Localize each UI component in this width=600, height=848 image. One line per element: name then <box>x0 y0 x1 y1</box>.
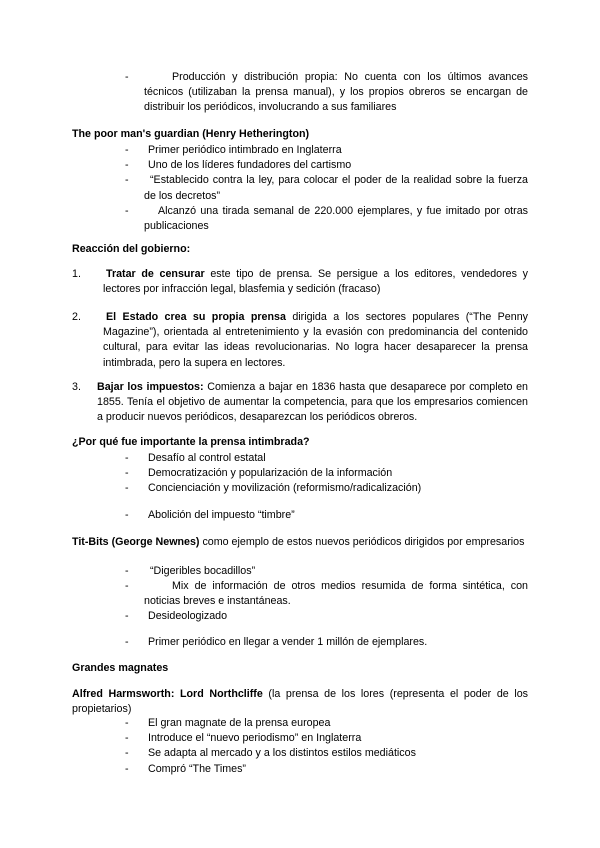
item-number: 1. <box>72 268 81 280</box>
list-item-text: Introduce el “nuevo periodismo” en Inglaterra <box>148 732 362 745</box>
list-item-text: “Digeribles bocadillos” <box>150 565 256 577</box>
list-item-text: Desafío al control estatal <box>148 452 266 464</box>
dash-bullet: - <box>125 610 129 622</box>
list-item <box>0 70 600 116</box>
section-heading-importancia: ¿Por qué fue importante la prensa intimbrada? <box>72 436 310 448</box>
list-item <box>0 579 600 609</box>
list-item <box>0 716 600 731</box>
section-heading-magnates: Grandes magnates <box>72 662 169 674</box>
list-item-text: Uno de los líderes fundadores del cartismo <box>148 159 352 172</box>
dash-bullet: - <box>125 636 129 648</box>
list-item <box>0 481 600 496</box>
list-item-text: Concienciación y movilización (reformismo/radicalización) <box>148 482 422 495</box>
harmsworth-list <box>0 716 600 777</box>
poor-mans-list <box>0 143 600 234</box>
list-item <box>0 635 600 650</box>
item-lead: Bajar los impuestos: <box>97 381 204 393</box>
dash-bullet: - <box>125 762 129 775</box>
item-text: dirigida a los sectores populares (“The Penny Magazine”), orientada al entretenimiento y la evasión con predominancia del contenido cultural, para evitar las ideas revolucionarias. No logra hacer desaparecer la prensa intimbrada, pero la supera en lectores. <box>103 311 528 369</box>
numbered-item-3 <box>72 380 528 426</box>
dash-bullet: - <box>125 580 129 592</box>
dash-bullet: - <box>125 204 129 217</box>
list-item-text: El gran magnate de la prensa europea <box>148 717 331 729</box>
titbits-list-last <box>0 635 600 650</box>
list-item-text: Abolición del impuesto “timbre” <box>148 509 295 521</box>
dash-bullet: - <box>125 452 129 464</box>
item-number: 3. <box>72 381 81 393</box>
titbits-list-deideo <box>0 609 600 624</box>
top-list <box>0 70 600 116</box>
titbits-paragraph <box>72 535 528 550</box>
list-item-text: “Establecido contra la ley, para colocar el poder de la realidad sobre la fuerza de los decretos” <box>144 174 528 202</box>
dash-bullet: - <box>125 509 129 521</box>
list-item <box>0 762 600 777</box>
list-item <box>0 173 600 203</box>
titbits-lead: Tit-Bits (George Newnes) <box>72 536 200 548</box>
section-heading-reaccion: Reacción del gobierno: <box>72 243 191 255</box>
item-body <box>97 380 528 426</box>
dash-bullet: - <box>125 717 129 729</box>
list-item-text: Mix de información de otros medios resumida de forma sintética, con noticias breves e instantáneas. <box>144 580 528 608</box>
section-heading-poor-mans-guardian: The poor man's guardian (Henry Hetherington) <box>72 128 310 140</box>
dash-bullet: - <box>125 71 129 83</box>
harmsworth-text: (la prensa de los lores (representa el poder de los propietarios) <box>72 688 528 716</box>
harmsworth-paragraph <box>72 687 528 717</box>
list-item-text: Alcanzó una tirada semanal de 220.000 ejemplares, y fue imitado por otras publicaciones <box>144 204 528 233</box>
list-item <box>0 609 600 624</box>
dash-bullet: - <box>125 467 129 480</box>
item-number: 2. <box>72 311 81 323</box>
dash-bullet: - <box>125 565 129 577</box>
importancia-list-last <box>0 508 600 523</box>
dash-bullet: - <box>125 732 129 745</box>
list-item <box>0 731 600 746</box>
item-text: este tipo de prensa. Se persigue a los editores, vendedores y lectores por infracción legal, blasfemia y sedición (fracaso) <box>103 268 528 296</box>
item-body <box>103 310 528 371</box>
list-item <box>0 143 600 158</box>
list-item-text: Democratización y popularización de la información <box>148 467 393 480</box>
numbered-item-2 <box>72 310 528 371</box>
item-lead: El Estado crea su propia prensa <box>106 311 286 323</box>
list-item <box>0 451 600 466</box>
harmsworth-lead: Alfred Harmsworth: Lord Northcliffe <box>72 688 263 700</box>
list-item-text: Primer periódico intimbrado en Inglaterra <box>148 144 342 156</box>
numbered-item-1 <box>72 267 528 297</box>
dash-bullet: - <box>125 144 129 156</box>
list-item <box>0 508 600 523</box>
dash-bullet: - <box>125 747 129 760</box>
dash-bullet: - <box>125 159 129 172</box>
item-lead: Tratar de censurar <box>106 268 205 280</box>
titbits-list <box>0 564 600 579</box>
list-item-text: Producción y distribución propia: No cuenta con los últimos avances técnicos (utilizaban la prensa manual), y los propios obreros se encargan de distribuir los periódicos, involucrando a sus familiares <box>144 71 528 114</box>
list-item <box>0 746 600 761</box>
list-item <box>0 564 600 579</box>
dash-bullet: - <box>125 174 129 187</box>
dash-bullet: - <box>125 482 129 495</box>
list-item <box>0 466 600 481</box>
list-item-text: Desideologizado <box>148 610 228 622</box>
item-body <box>103 267 528 297</box>
list-item-text: Primer periódico en llegar a vender 1 millón de ejemplares. <box>148 636 428 648</box>
list-item <box>0 204 600 234</box>
list-item-text: Se adapta al mercado y a los distintos estilos mediáticos <box>148 747 416 760</box>
titbits-text: como ejemplo de estos nuevos periódicos dirigidos por empresarios <box>199 536 525 548</box>
list-item <box>0 158 600 173</box>
item-text: Comienza a bajar en 1836 hasta que desaparece por completo en 1855. Tenía el objetivo de aumentar la competencia, para que los empresarios comiencen a producir nuevos periódicos, desaparezcan los periódicos obreros. <box>97 381 529 424</box>
list-item-text: Compró “The Times” <box>148 762 246 775</box>
titbits-list-mix <box>0 579 600 609</box>
importancia-list <box>0 451 600 497</box>
